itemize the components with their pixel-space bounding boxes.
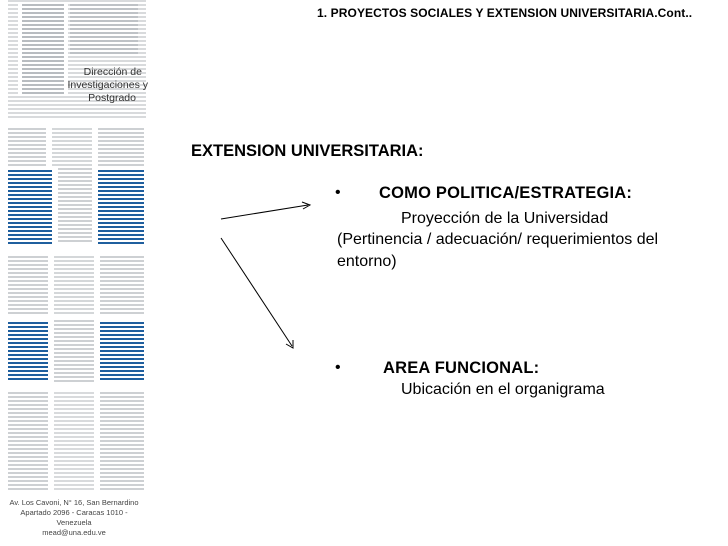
- bullet-2: •: [335, 359, 341, 376]
- bullet-1: •: [335, 184, 341, 201]
- logo-line-3: Postgrado: [88, 92, 136, 104]
- address-line-3: mead@una.edu.ve: [42, 528, 106, 537]
- arrow-down-right-icon: [221, 238, 293, 348]
- section-heading: EXTENSION UNIVERSITARIA:: [191, 142, 424, 160]
- item2-title: AREA FUNCIONAL:: [383, 359, 540, 377]
- item1-line1: Proyección de la Universidad: [401, 210, 609, 227]
- item1-title: COMO POLITICA/ESTRATEGIA:: [379, 184, 633, 202]
- slide-header: 1. PROYECTOS SOCIALES Y EXTENSION UNIVERSITARIA.Cont..: [317, 6, 693, 20]
- item2-line1: Ubicación en el organigrama: [401, 381, 605, 398]
- item1-line3: entorno): [337, 253, 397, 270]
- address-line-1: Av. Los Cavoni, N° 16, San Bernardino: [9, 498, 139, 507]
- logo-line-1: Dirección de: [83, 66, 142, 78]
- address-line-2: Apartado 2096 - Caracas 1010 - Venezuela: [20, 508, 128, 527]
- logo-line-2: Investigaciones y: [67, 79, 148, 91]
- item1-line2: (Pertinencia / adecuación/ requerimientos del: [337, 231, 659, 248]
- arrow-right-icon: [221, 202, 310, 219]
